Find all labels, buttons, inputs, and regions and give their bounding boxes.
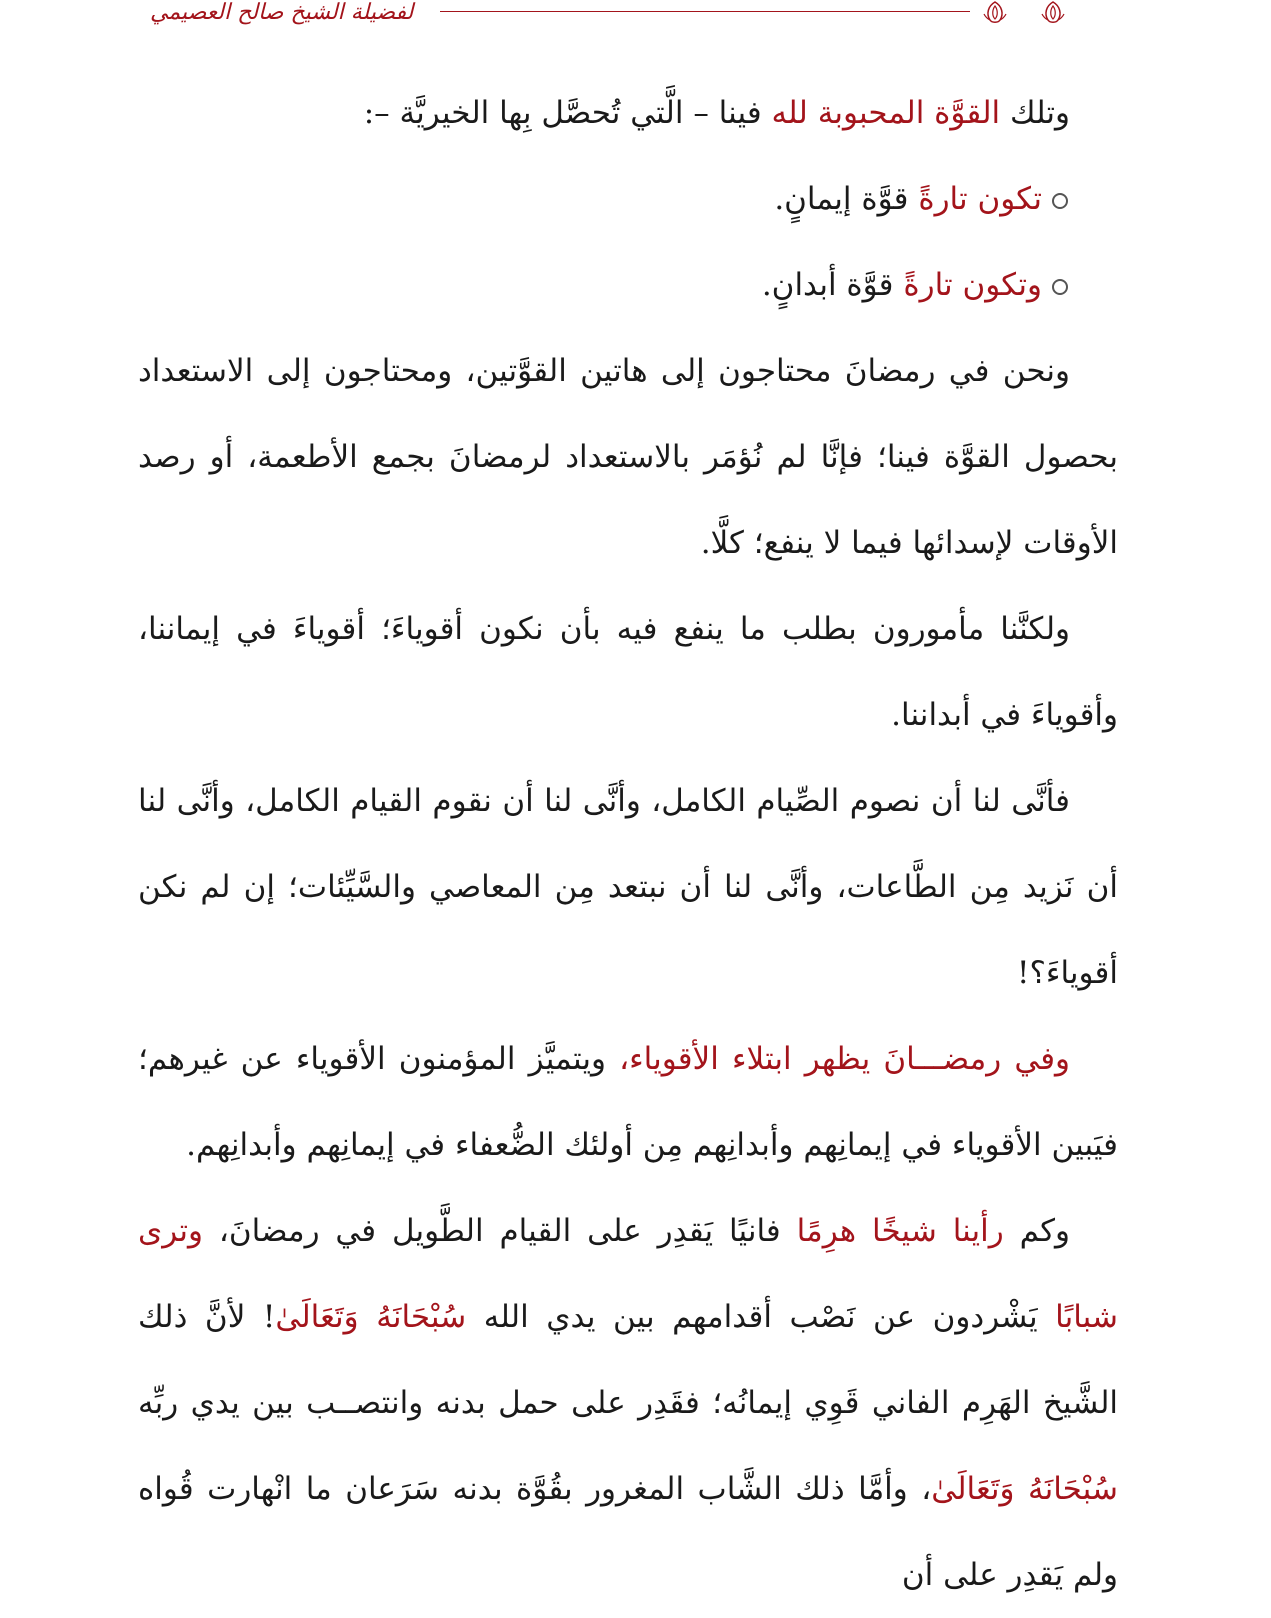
paragraph-intro — [138, 70, 1118, 156]
header-rule — [440, 11, 970, 12]
highlight-phrase: وترى شبابًا — [138, 1213, 1118, 1335]
page-body — [138, 70, 1118, 1618]
text-segment: يَشْردون عن نَصْب أقدامهم بين يدي الله — [466, 1299, 1056, 1335]
header-author: لفضيلة الشيخ صالح العصيمي — [150, 0, 414, 25]
text-segment: قوَّة أبدانٍ. — [761, 267, 904, 303]
floral-ornament-icon — [978, 0, 1012, 26]
paragraph-how-can-we: فأنَّى لنا أن نصوم الصِّيام الكامل، وأنَّى لنا أن نقوم القيام الكامل، وأنَّى لنا أن نَزيد مِن الطَّاعات، وأنَّى لنا أن نبتعد مِن المعاصي والسَّيِّئات؛ إن لم نكن أقوياءَ؟! — [138, 783, 1118, 991]
paragraph-old-man — [138, 1188, 1118, 1618]
floral-ornament-icon — [1036, 0, 1070, 26]
paragraph-commanded: ولكنَّنا مأمورون بطلب ما ينفع فيه بأن نكون أقوياءَ؛ أقوياءَ في إيماننا، وأقوياءَ في أبداننا. — [138, 611, 1118, 733]
paragraph-trial-of-strong — [138, 1016, 1118, 1188]
highlight-phrase: وفي رمضـــانَ يظهر ابتلاء الأقوياء، — [619, 1041, 1070, 1077]
text-segment: فانيًا يَقدِر على القيام الطَّويل في رمضانَ، — [202, 1213, 797, 1249]
bullet-item — [138, 242, 1118, 328]
circle-bullet-icon — [1052, 279, 1068, 295]
highlight-phrase: وتكون تارةً — [903, 267, 1042, 303]
highlight-phrase: رأينا شيخًا هرِمًا — [796, 1213, 1004, 1249]
page-header — [0, 0, 1271, 40]
text-segment: وكم — [1003, 1213, 1070, 1249]
text-segment: ويتميَّز المؤمنون الأقوياء عن غيرهم؛ فيَبين الأقوياء في إيمانِهم وأبدانِهم مِن أولئك الضُّعفاء في إيمانِهم وأبدانِهم. — [138, 1041, 1118, 1163]
text-segment: وتلك — [1000, 95, 1070, 131]
glorification-phrase: سُبْحَانَهُ وَتَعَالَىٰ — [931, 1471, 1119, 1507]
text-segment: ! لأنَّ ذلك الشَّيخ الهَرِم الفاني قَوِي إيمانُه؛ فقَدِر على حمل بدنه وانتصــب بين يدي ربِّه — [138, 1299, 1118, 1421]
glorification-phrase: سُبْحَانَهُ وَتَعَالَىٰ — [275, 1299, 467, 1335]
text-segment: ، وأمَّا ذلك الشَّاب المغرور بقُوَّة بدنه سَرَعان ما انْهارت قُواه ولم يَقدِر على أن — [138, 1471, 1118, 1593]
paragraph-ramadan-needs: ونحن في رمضانَ محتاجون إلى هاتين القوَّتين، ومحتاجون إلى الاستعداد بحصول القوَّة فينا؛ فإنَّا لم نُؤمَر بالاستعداد لرمضانَ بجمع الأطعمة، أو رصد الأوقات لإسدائها فيما لا ينفع؛ كلَّا. — [138, 353, 1118, 561]
text-segment: قوَّة إيمانٍ. — [774, 181, 919, 217]
highlight-phrase: تكون تارةً — [918, 181, 1042, 217]
bullet-item — [138, 156, 1118, 242]
text-segment: فينا – الَّتي تُحصَّل بِها الخيريَّة –: — [363, 95, 772, 131]
circle-bullet-icon — [1052, 193, 1068, 209]
highlight-phrase: القوَّة المحبوبة لله — [771, 95, 1001, 131]
